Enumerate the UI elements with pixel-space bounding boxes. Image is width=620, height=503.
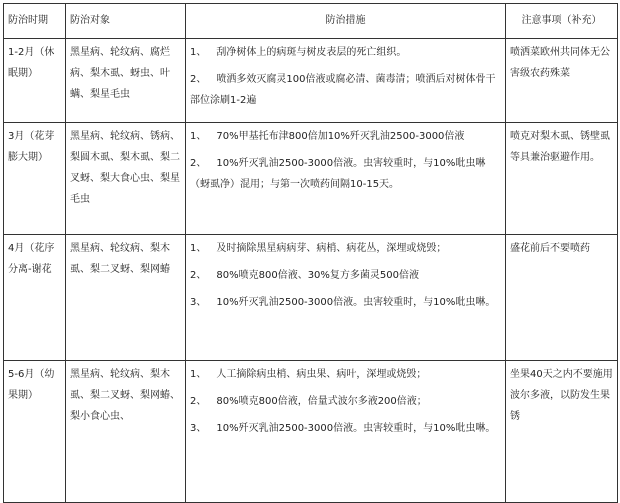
measure-item (190, 42, 501, 63)
measure-text: 80%喷克800倍液，倍量式波尔多液200倍液； (216, 396, 427, 407)
table-header-row (4, 4, 618, 39)
measure-number: 1、 (190, 243, 207, 254)
measure-number: 1、 (190, 47, 207, 58)
measure-number: 1、 (190, 131, 207, 142)
measure-text: 80%喷克800倍液、30%复方多菌灵500倍液 (216, 270, 420, 281)
period-cell: 1-2月（休眠期） (4, 39, 66, 123)
period-cell: 5-6月（幼果期） (4, 361, 66, 503)
table-row (4, 235, 618, 361)
measure-number: 3、 (190, 297, 207, 308)
notes-cell: 喷洒菜欧州共同体无公害级农药殊菜 (506, 39, 618, 123)
notes-cell: 喷克对梨木虱、锈壁虱等具兼治驱避作用。 (506, 123, 618, 235)
measure-item (190, 418, 501, 439)
measure-item (190, 238, 501, 259)
measures-cell (186, 235, 506, 361)
targets-cell: 黑星病、轮纹病、梨木虱、梨二叉蚜、梨网蝽 (66, 235, 186, 361)
header-period: 防治时期 (4, 4, 66, 39)
measure-item (190, 69, 501, 111)
measure-text: 人工摘除病虫梢、病虫果、病叶，深埋或烧毁； (216, 369, 427, 380)
measure-item (190, 292, 501, 313)
targets-cell: 黑星病、轮纹病、梨木虱、梨二叉蚜、梨网蝽、梨小食心虫、 (66, 361, 186, 503)
period-cell: 3月（花芽膨大期） (4, 123, 66, 235)
measures-cell (186, 39, 506, 123)
measures-cell (186, 123, 506, 235)
measure-number: 2、 (190, 396, 207, 407)
pest-control-table-container (3, 3, 617, 497)
measure-number: 2、 (190, 158, 207, 169)
targets-cell: 黑星病、轮纹病、腐烂病、梨木虱、蚜虫、叶螨、梨星毛虫 (66, 39, 186, 123)
measure-text: 及时摘除黑星病病芽、病梢、病花丛，深埋或烧毁； (216, 243, 447, 254)
measure-item (190, 265, 501, 286)
header-targets: 防治对象 (66, 4, 186, 39)
measure-text: 70%甲基托布津800倍加10%歼灭乳油2500-3000倍液 (216, 131, 465, 142)
pest-control-table (3, 3, 618, 503)
period-cell: 4月（花序分离-谢花 (4, 235, 66, 361)
measure-item (190, 364, 501, 385)
header-notes: 注意事项（补充） (506, 4, 618, 39)
measure-item (190, 153, 501, 195)
measures-cell (186, 361, 506, 503)
notes-cell: 坐果40天之内不要施用波尔多液，以防发生果锈 (506, 361, 618, 503)
measure-text: 10%歼灭乳油2500-3000倍液。虫害较重时，与10%吡虫啉。 (216, 297, 496, 308)
measure-number: 1、 (190, 369, 207, 380)
measure-item (190, 126, 501, 147)
measure-item (190, 391, 501, 412)
measure-text: 10%歼灭乳油2500-3000倍液。虫害较重时，与10%吡虫啉（蚜虱净）混用；与第一次喷药间隔10-15天。 (190, 158, 486, 190)
header-measures: 防治措施 (186, 4, 506, 39)
notes-cell: 盛花前后不要喷药 (506, 235, 618, 361)
table-row (4, 39, 618, 123)
measure-text: 10%歼灭乳油2500-3000倍液。虫害较重时，与10%吡虫啉。 (216, 423, 496, 434)
measure-number: 2、 (190, 74, 207, 85)
measure-number: 2、 (190, 270, 207, 281)
targets-cell: 黑星病、轮纹病、锈病、梨圆木虱、梨木虱、梨二叉蚜、梨大食心虫、梨星毛虫 (66, 123, 186, 235)
measure-text: 刮净树体上的病斑与树皮表层的死亡组织。 (216, 47, 407, 58)
measure-number: 3、 (190, 423, 207, 434)
measure-text: 喷洒多效灭腐灵100倍液或腐必清、菌毒清；喷洒后对树体骨干部位涂刷1-2遍 (190, 74, 496, 106)
table-row (4, 123, 618, 235)
table-row (4, 361, 618, 503)
